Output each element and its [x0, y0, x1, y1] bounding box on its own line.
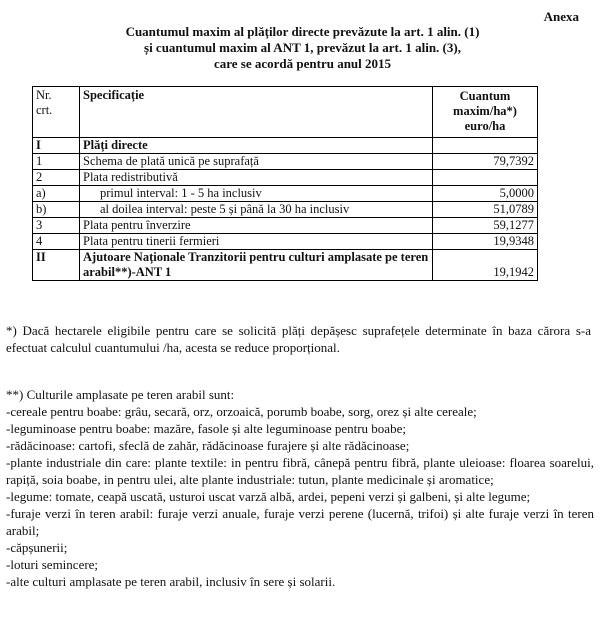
row-value: [433, 138, 538, 154]
row-nr: 4: [33, 234, 80, 250]
row-value: 19,1942: [433, 250, 538, 281]
table-row: [33, 154, 538, 170]
row-nr: 1: [33, 154, 80, 170]
row-value: 79,7392: [433, 154, 538, 170]
list-item: -cereale pentru boabe: grâu, secară, orz, orzoaică, porumb boabe, sorg, orez și alte cereale;: [6, 404, 477, 419]
row-nr: 3: [33, 218, 80, 234]
title-line: care se acordă pentru anul 2015: [213, 56, 392, 71]
row-spec: Plata redistributivă: [80, 170, 433, 186]
row-spec: Plăți directe: [80, 138, 433, 154]
row-nr: I: [33, 138, 80, 154]
table-row: [33, 234, 538, 250]
header-amount-line: euro/ha: [464, 119, 506, 133]
footnote-star: *) Dacă hectarele eligibile pentru care se solicită plăți depășesc suprafețele determinate în baza cărora s-a efectuat calculul cuantumului /ha, acesta se reduce proporțional.: [6, 323, 591, 355]
row-spec: Ajutoare Naționale Tranzitorii pentru culturi amplasate pe teren arabil**)-ANT 1: [80, 250, 433, 281]
table-row: [33, 202, 538, 218]
header-spec-cell: [80, 87, 433, 138]
header-amount-line: maxim/ha*): [453, 104, 517, 118]
row-spec: Plata pentru tinerii fermieri: [80, 234, 433, 250]
table-row: [33, 218, 538, 234]
row-value: 19,9348: [433, 234, 538, 250]
row-value: 5,0000: [433, 186, 538, 202]
header-amount-cell: [433, 87, 538, 138]
amounts-table: [32, 86, 538, 281]
list-item: -leguminoase pentru boabe: mazăre, fasole și alte leguminoase pentru boabe;: [6, 421, 406, 436]
row-nr: 2: [33, 170, 80, 186]
row-spec: Schema de plată unică pe suprafață: [80, 154, 433, 170]
row-value: 59,1277: [433, 218, 538, 234]
list-item: -rădăcinoase: cartofi, sfeclă de zahăr, rădăcinoase furajere și alte rădăcinoase;: [6, 438, 410, 453]
list-item: -furaje verzi în teren arabil: furaje verzi anuale, furaje verzi perene (lucernă, trifoi) și alte furaje verzi în teren arabil;: [6, 506, 594, 538]
header-nr-line: Nr.: [36, 88, 52, 102]
table-header-row: [33, 87, 538, 138]
header-nr-cell: [33, 87, 80, 138]
title-line: și cuantumul maxim al ANT 1, prevăzut la art. 1 alin. (3),: [144, 40, 461, 55]
table-row: [33, 250, 538, 281]
row-value: [433, 170, 538, 186]
row-nr: b): [33, 202, 80, 218]
footnote-double-star: [6, 386, 594, 590]
header-amount-line: Cuantum: [459, 89, 511, 103]
annex-label: Anexa: [543, 9, 579, 24]
list-item: -legume: tomate, ceapă uscată, usturoi uscat varză albă, ardei, pepeni verzi și galbeni, și alte legume;: [6, 489, 531, 504]
row-value: 51,0789: [433, 202, 538, 218]
row-spec: al doilea interval: peste 5 și până la 30 ha inclusiv: [80, 202, 433, 218]
table-row: [33, 186, 538, 202]
row-nr: II: [33, 250, 80, 281]
list-item: -plante industriale din care: plante textile: in pentru fibră, cânepă pentru fibră, plante uleioase: floarea soarelui, rapiță, soia boabe, in pentru ulei, alte plante industriale: tutun, plante medicinale și aromatice;: [6, 455, 594, 487]
footnote-intro: **) Culturile amplasate pe teren arabil sunt:: [6, 387, 235, 402]
title-line: Cuantumul maxim al plăților directe prevăzute la art. 1 alin. (1): [125, 24, 480, 39]
table-row: [33, 138, 538, 154]
list-item: -căpșunerii;: [6, 540, 68, 555]
header-spec-label: Specificație: [83, 88, 145, 102]
document-title: [0, 24, 605, 72]
row-spec: primul interval: 1 - 5 ha inclusiv: [80, 186, 433, 202]
table-row: [33, 170, 538, 186]
row-spec: Plata pentru înverzire: [80, 218, 433, 234]
header-nr-line: crt.: [36, 103, 53, 117]
list-item: -loturi semincere;: [6, 557, 99, 572]
row-nr: a): [33, 186, 80, 202]
list-item: -alte culturi amplasate pe teren arabil, inclusiv în sere și solarii.: [6, 574, 336, 589]
